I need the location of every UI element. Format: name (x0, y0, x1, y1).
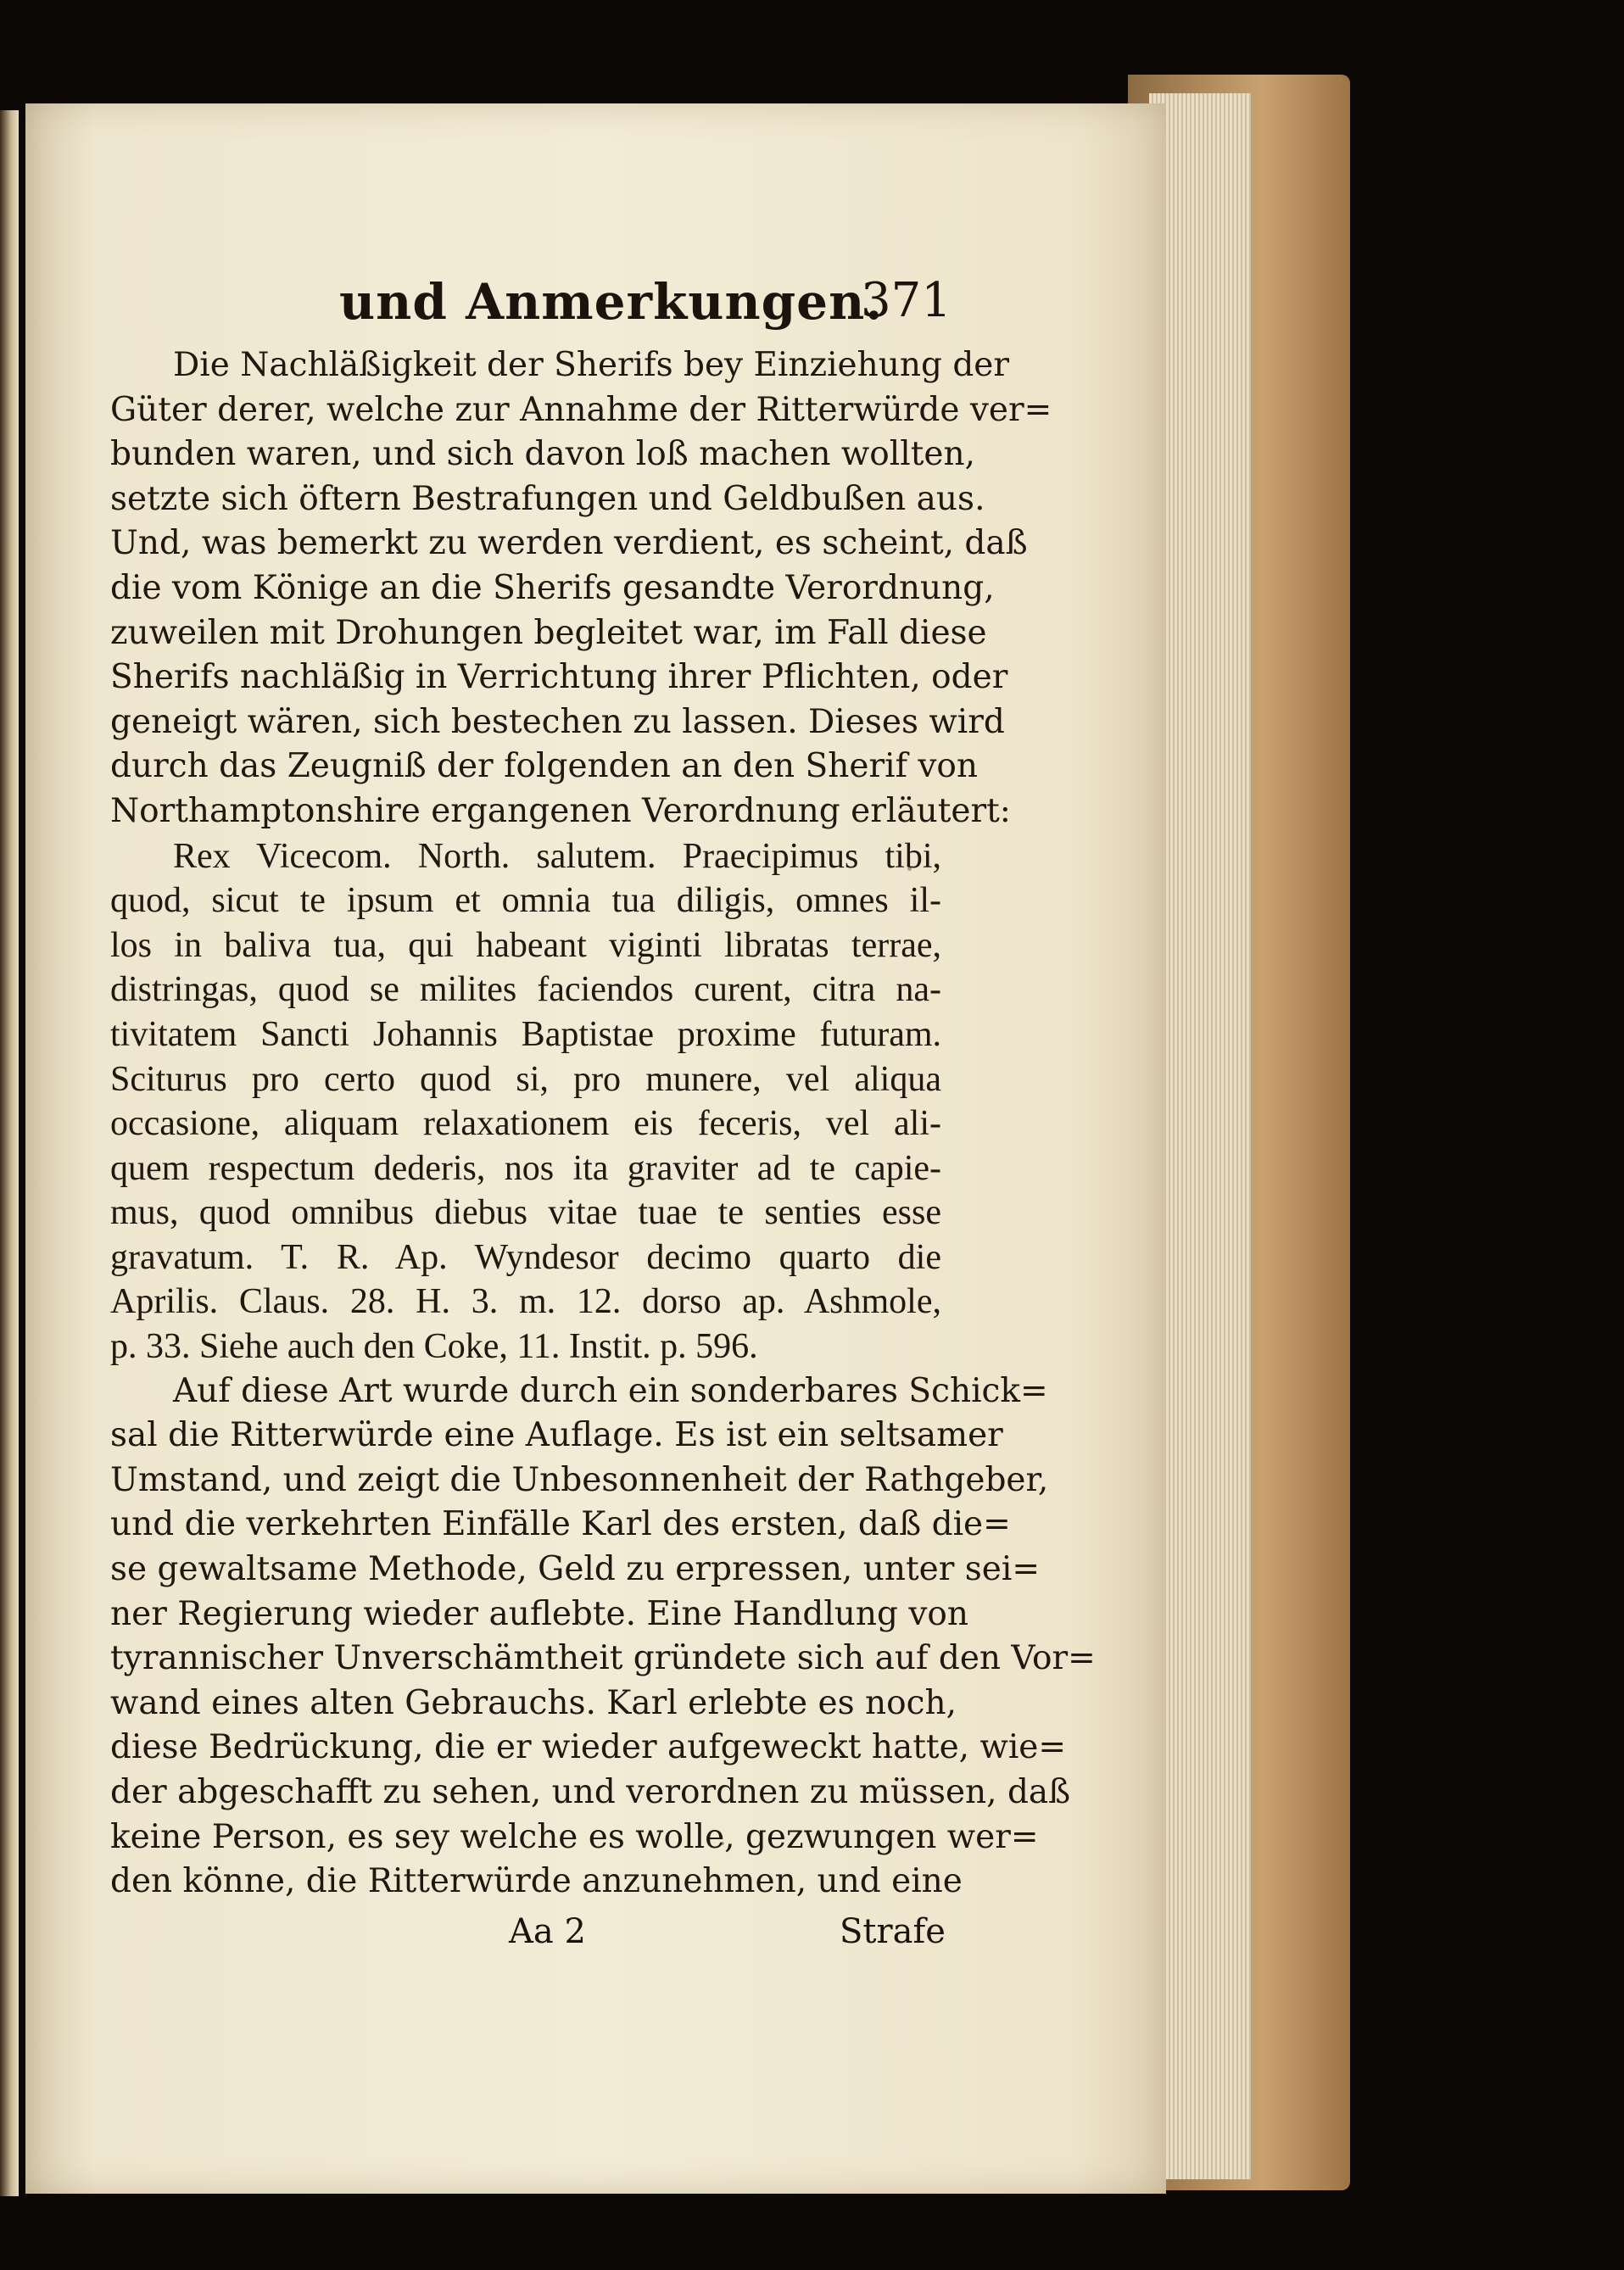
latin-line: p. 33. Siehe auch den Coke, 11. Instit. p. 596. (110, 1327, 758, 1367)
latin-line: los in baliva tua, qui habeant viginti libratas terrae, (110, 925, 941, 965)
text-line: die vom Könige an die Sherifs gesandte Verordnung, (110, 568, 995, 607)
text-line: den könne, die Ritterwürde anzunehmen, und eine (110, 1862, 963, 1901)
text-line: Northamptonshire ergangenen Verordnung erläutert: (110, 791, 1011, 830)
latin-line: Aprilis. Claus. 28. H. 3. m. 12. dorso ap. Ashmole, (110, 1282, 941, 1322)
text-line: und die verkehrten Einfälle Karl des ersten, daß die= (110, 1505, 1011, 1544)
latin-line: distringas, quod se milites faciendos curent, citra na- (110, 970, 941, 1010)
text-line: zuweilen mit Drohungen begleitet war, im Fall diese (110, 613, 987, 652)
text-line: sal die Ritterwürde eine Auflage. Es ist ein seltsamer (110, 1416, 1003, 1455)
text-line: Und, was bemerkt zu werden verdient, es scheint, daß (110, 524, 1028, 563)
page-number: 371 (861, 273, 952, 328)
latin-line: quem respectum dederis, nos ita graviter ad te capie- (110, 1148, 941, 1188)
text-line: bunden waren, und sich davon loß machen wollten, (110, 435, 975, 474)
latin-line: gravatum. T. R. Ap. Wyndesor decimo quarto die (110, 1237, 941, 1277)
text-line: tyrannischer Unverschämtheit gründete sich auf den Vor= (110, 1639, 1096, 1678)
text-line: der abgeschafft zu sehen, und verordnen zu müssen, daß (110, 1773, 1071, 1811)
latin-line: mus, quod omnibus diebus vitae tuae te senties esse (110, 1193, 941, 1233)
text-line: geneigt wären, sich bestechen zu lassen. Dieses wird (110, 702, 1005, 741)
text-line: Güter derer, welche zur Annahme der Ritterwürde ver= (110, 390, 1052, 429)
text-line: durch das Zeugniß der folgenden an den Sherif von (110, 747, 979, 786)
latin-line: tivitatem Sancti Johannis Baptistae proxime futuram. (110, 1014, 941, 1054)
running-head: und Anmerkungen. (339, 273, 884, 331)
latin-line: Sciturus pro certo quod si, pro munere, vel aliqua (110, 1059, 941, 1099)
latin-line: occasione, aliquam relaxationem eis feceris, vel ali- (110, 1104, 941, 1144)
text-line: Auf diese Art wurde durch ein sonderbares Schick= (173, 1371, 1048, 1410)
catchword: Strafe (840, 1912, 946, 1951)
latin-line: Rex Vicecom. North. salutem. Praecipimus tibi, (173, 836, 941, 876)
facing-page-edge (0, 110, 19, 2196)
text-line: setzte sich öftern Bestrafungen und Geldbußen aus. (110, 479, 985, 518)
text-line: Sherifs nachläßig in Verrichtung ihrer Pflichten, oder (110, 658, 1008, 697)
text-line: ner Regierung wieder auflebte. Eine Handlung von (110, 1594, 969, 1633)
text-line: se gewaltsame Methode, Geld zu erpressen, unter sei= (110, 1550, 1040, 1589)
text-line: wand eines alten Gebrauchs. Karl erlebte es noch, (110, 1683, 957, 1722)
latin-line: quod, sicut te ipsum et omnia tua diligis, omnes il- (110, 881, 941, 921)
text-line: Umstand, und zeigt die Unbesonnenheit der Rathgeber, (110, 1460, 1049, 1499)
text-line: keine Person, es sey welche es wolle, gezwungen wer= (110, 1817, 1039, 1856)
text-line: diese Bedrückung, die er wieder aufgeweckt hatte, wie= (110, 1728, 1067, 1767)
signature-mark: Aa 2 (509, 1912, 586, 1951)
body-text (110, 343, 1096, 1905)
text-line: Die Nachläßigkeit der Sherifs bey Einziehung der (173, 346, 1010, 384)
